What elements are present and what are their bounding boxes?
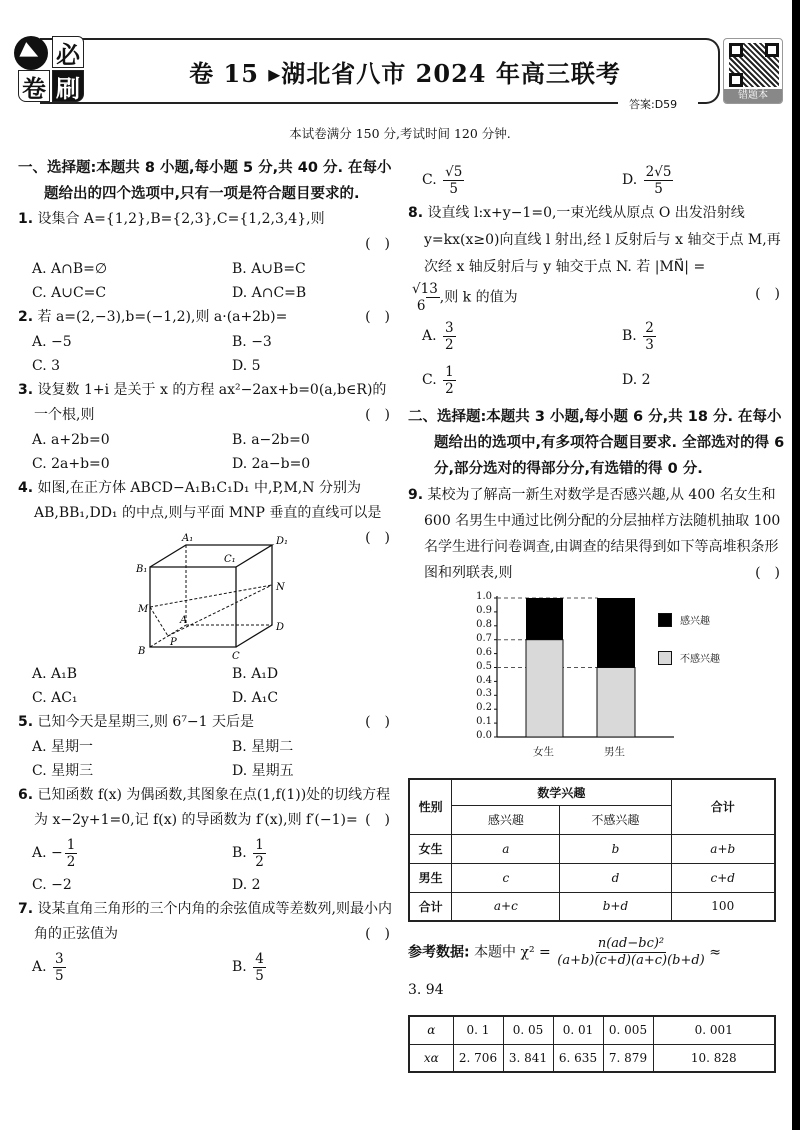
cell: 6. 635: [553, 1044, 603, 1072]
question-6: [18, 783, 396, 833]
cube-figure: [126, 532, 296, 662]
question-number: 8.: [408, 205, 424, 221]
cell: a: [452, 834, 560, 863]
cell: b: [560, 834, 671, 863]
vertex-label: N: [276, 582, 285, 593]
denominator: 5: [255, 967, 264, 984]
row-label: 男生: [409, 863, 452, 892]
critical-value-table: [408, 1015, 776, 1073]
question-number: 1.: [18, 211, 34, 227]
cell: a+b: [671, 834, 775, 863]
options: [18, 428, 396, 476]
option-d[interactable]: D. A∩C=B: [232, 285, 307, 301]
fraction: [53, 951, 66, 984]
cell: 0. 005: [603, 1016, 653, 1044]
numerator: √13: [412, 281, 438, 297]
option-label: A.: [422, 328, 437, 344]
option-c[interactable]: C. 2a+b=0: [32, 456, 110, 472]
answer-blank[interactable]: ( ): [365, 309, 390, 325]
section-heading: 一、选择题:本题共 8 小题,每小题 5 分,共 40 分. 在每小题给出的四个选项中,只有一项是符合题目要求的.: [18, 160, 392, 202]
question-7: [18, 897, 396, 947]
numerator: √5: [445, 163, 463, 180]
option-label: B.: [232, 845, 247, 861]
reference-label: 参考数据:: [408, 944, 470, 961]
vertex-label: A: [180, 615, 188, 626]
question-stem: 设某直角三角形的三个内角的余弦值成等差数列,则最小内角的正弦值为: [34, 901, 392, 942]
question-stem: 已知函数 f(x) 为偶函数,其图象在点(1,f(1))处的切线方程为 x−2y+1=0,记 f(x) 的导函数为 f′(x),则 f′(−1)=: [34, 787, 391, 828]
question-stem: 某校为了解高一新生对数学是否感兴趣,从 400 名女生和 600 名男生中通过比例分配的分层抽样方法随机抽取 100 名学生进行问卷调查,由调查的结果得到如下等高堆积条形图和列联表,则: [424, 487, 781, 581]
question-stem: 如图,在正方体 ABCD−A₁B₁C₁D₁ 中,P,M,N 分别为 AB,BB₁,DD₁ 的中点,则与平面 MNP 垂直的直线可以是: [34, 480, 382, 521]
vertex-label: D₁: [276, 536, 289, 547]
vertex-label: B: [138, 646, 146, 657]
qr-code-icon: [729, 43, 779, 87]
y-tick: 0.4: [476, 675, 492, 686]
y-tick: 0.3: [476, 688, 492, 699]
fraction: [643, 320, 656, 353]
numerator: 1: [445, 363, 454, 380]
qr-label: 错题本: [724, 89, 782, 103]
cell: 3. 841: [503, 1044, 553, 1072]
options: [18, 947, 396, 987]
answer-blank[interactable]: ( ): [365, 812, 390, 828]
logo-char: 必: [52, 36, 84, 68]
option-a[interactable]: [32, 833, 232, 873]
option-c[interactable]: C. AC₁: [32, 690, 78, 706]
question-number: 7.: [18, 901, 34, 917]
denominator: 5: [449, 180, 459, 197]
numerator: n(ad−bc)²: [597, 936, 665, 951]
question-stem-tail: ,则 k 的值为: [439, 289, 518, 306]
option-a[interactable]: [32, 947, 232, 987]
option-c[interactable]: [422, 160, 622, 200]
answer-blank[interactable]: ( ): [365, 926, 390, 942]
numerator: 1: [255, 836, 264, 853]
options: [408, 160, 786, 200]
denominator: 5: [55, 967, 64, 984]
scan-edge: [792, 0, 800, 1130]
question-stem: 若 a=(2,−3),b=(−1,2),则 a·(a+2b)=: [37, 309, 288, 325]
question-number: 5.: [18, 714, 34, 730]
denominator: (a+b)(c+d)(a+c)(b+d): [557, 953, 705, 968]
option-d[interactable]: D. 星期五: [232, 763, 294, 779]
option-d[interactable]: D. A₁C: [232, 690, 279, 706]
option-c[interactable]: C. −2: [32, 877, 72, 893]
option-label: A.: [32, 959, 47, 975]
option-label: A.: [32, 845, 47, 861]
option-label: D.: [622, 172, 638, 188]
numerator: 3: [445, 319, 454, 336]
cell: 0. 001: [653, 1016, 775, 1044]
row-label: 女生: [409, 834, 452, 863]
option-a[interactable]: A. A₁B: [32, 666, 78, 682]
option-label: B.: [622, 328, 637, 344]
stacked-bar-chart: [408, 590, 788, 768]
denominator: 2: [66, 853, 76, 870]
fraction: [443, 164, 464, 197]
cell: b+d: [560, 892, 671, 921]
option-a[interactable]: [422, 314, 622, 358]
options: [18, 330, 396, 378]
option-c[interactable]: C. A∪C=C: [32, 285, 107, 301]
answer-reference: 答案:D59: [626, 96, 680, 112]
option-label: B.: [232, 959, 247, 975]
chi-square-fraction: [557, 936, 705, 969]
answer-blank[interactable]: ( ): [365, 714, 390, 730]
option-label: C.: [422, 372, 437, 388]
vertex-label: C: [232, 651, 240, 662]
option-a[interactable]: A. a+2b=0: [32, 432, 110, 448]
y-tick: 0.7: [476, 633, 492, 644]
y-tick: 0.8: [476, 619, 492, 630]
question-number: 2.: [18, 309, 34, 325]
numerator: 4: [255, 950, 264, 967]
section-heading: 二、选择题:本题共 3 小题,每小题 6 分,共 18 分. 在每小题给出的选项中,有多项符合题目要求. 全部选对的得 6 分,部分选对的得部分分,有选错的得 0 分.: [408, 409, 785, 477]
vertex-label: A₁: [182, 533, 194, 544]
denominator: 2: [445, 380, 454, 397]
option-b[interactable]: [232, 833, 402, 873]
chart-plot: [408, 590, 788, 768]
fraction: [65, 837, 78, 870]
chi-square-value: 3. 94: [408, 982, 444, 998]
fraction: [253, 837, 266, 870]
vertex-label: M: [138, 604, 149, 615]
options: [18, 735, 396, 783]
right-column: [408, 160, 786, 1073]
x-label-male: 男生: [604, 746, 625, 758]
question-1: [18, 207, 396, 257]
approx-sign: ≈: [709, 944, 721, 961]
option-b[interactable]: B. −3: [232, 334, 272, 350]
options: [408, 314, 786, 402]
fraction: $\frac{√13}{6}$: [412, 281, 438, 314]
table-row: [409, 1016, 775, 1044]
option-b[interactable]: B. a−2b=0: [232, 432, 310, 448]
option-c[interactable]: C. 星期三: [32, 763, 94, 779]
cell: 0. 1: [453, 1016, 503, 1044]
options: [18, 833, 396, 873]
y-tick: 0.9: [476, 605, 492, 616]
cell: c: [452, 863, 560, 892]
legend-label: 不感兴趣: [680, 654, 720, 665]
reference-text: 本题中 χ² =: [474, 944, 551, 961]
denominator: 5: [654, 180, 663, 197]
header-gender: 性别: [409, 779, 452, 834]
option-d[interactable]: D. 5: [232, 358, 261, 374]
option-label: C.: [422, 172, 437, 188]
y-tick: 0.0: [476, 730, 492, 741]
y-tick: 0.5: [476, 661, 492, 672]
table-row: [409, 834, 775, 863]
cell: c+d: [671, 863, 775, 892]
fraction: [644, 164, 674, 197]
denominator: 2: [445, 336, 454, 353]
fraction: [443, 320, 456, 353]
logo-char: 刷: [52, 70, 84, 102]
legend-interested: [658, 612, 710, 627]
option-c[interactable]: C. 3: [32, 358, 61, 374]
vertex-label: B₁: [136, 564, 148, 575]
legend-swatch: [658, 613, 672, 627]
header-not-interested: 不感兴趣: [560, 805, 671, 834]
options: [18, 873, 396, 897]
vertex-label: C₁: [224, 554, 236, 565]
answer-blank[interactable]: ( ): [755, 286, 780, 302]
legend-label: 感兴趣: [680, 616, 710, 627]
option-b[interactable]: [232, 947, 402, 987]
question-number: 6.: [18, 787, 34, 803]
numerator: 3: [55, 950, 64, 967]
question-8: [408, 200, 786, 314]
table-row: [409, 1044, 775, 1072]
header-math-interest: 数学兴趣: [452, 779, 671, 805]
options: [18, 257, 396, 305]
y-tick: 1.0: [476, 591, 492, 602]
table-row: [409, 892, 775, 921]
fraction: [443, 364, 456, 397]
cell: 7. 879: [603, 1044, 653, 1072]
numerator: 1: [66, 836, 76, 853]
question-5: [18, 710, 396, 735]
contingency-table: [408, 778, 776, 922]
question-stem: 设复数 1+i 是关于 x 的方程 ax²−2ax+b=0(a,b∈R)的一个根,则: [34, 382, 387, 423]
header-interested: 感兴趣: [452, 805, 560, 834]
fraction: [253, 951, 266, 984]
question-4: [18, 476, 396, 546]
option-d[interactable]: [622, 160, 792, 200]
question-number: 4.: [18, 480, 34, 496]
question-3: [18, 378, 396, 428]
reference-data: [408, 936, 786, 1001]
page-title: 卷 15 ▸湖北省八市 2024 年高三联考: [189, 59, 621, 88]
numerator: 2: [645, 319, 654, 336]
question-stem: 设集合 A={1,2},B={2,3},C={1,2,3,4},则: [37, 211, 325, 227]
y-tick: 0.1: [476, 716, 492, 727]
question-number: 9.: [408, 487, 424, 503]
left-column: [18, 155, 396, 987]
option-d[interactable]: D. 2: [622, 372, 651, 388]
answer-blank[interactable]: ( ): [755, 565, 780, 581]
question-number: 3.: [18, 382, 34, 398]
legend-swatch: [658, 651, 672, 665]
question-stem: 设直线 l:x+y−1=0,一束光线从原点 O 出发沿射线 y=kx(x≥0)向直线 l 射出,经 l 反射后与 x 轴交于点 M,再次经 x 轴反射后与 y 轴交于点 N. 若 |MN⃗| =: [424, 205, 781, 275]
answer-blank[interactable]: ( ): [365, 407, 390, 423]
qr-code-card[interactable]: [723, 38, 783, 104]
exam-info: 本试卷满分 150 分,考试时间 120 分钟.: [289, 126, 511, 141]
y-tick: 0.6: [476, 647, 492, 658]
option-a[interactable]: A. −5: [32, 334, 72, 350]
cell: a+c: [452, 892, 560, 921]
table-row: [409, 863, 775, 892]
option-b[interactable]: B. 星期二: [232, 739, 294, 755]
legend-not-interested: [658, 650, 720, 665]
option-a[interactable]: A. 星期一: [32, 739, 94, 755]
cell: 2. 706: [453, 1044, 503, 1072]
logo-char: 卷: [18, 70, 50, 102]
option-b[interactable]: [622, 314, 792, 358]
cell: 100: [671, 892, 775, 921]
row-label: 合计: [409, 892, 452, 921]
option-sign: −: [51, 845, 63, 861]
cell: 10. 828: [653, 1044, 775, 1072]
denominator: 3: [645, 336, 654, 353]
denominator: 2: [255, 853, 264, 870]
option-c[interactable]: [422, 358, 622, 402]
option-d[interactable]: D. 2: [232, 877, 261, 893]
cell: 0. 05: [503, 1016, 553, 1044]
y-tick: 0.2: [476, 702, 492, 713]
header-total: 合计: [671, 779, 775, 834]
question-2: [18, 305, 396, 330]
cell: d: [560, 863, 671, 892]
option-b[interactable]: B. A∪B=C: [232, 261, 306, 277]
question-9: [408, 482, 786, 586]
row-label: α: [409, 1016, 453, 1044]
x-label-female: 女生: [533, 746, 554, 758]
option-b[interactable]: B. A₁D: [232, 666, 279, 682]
answer-blank[interactable]: ( ): [365, 236, 390, 252]
vertex-label: P: [170, 637, 177, 648]
option-d[interactable]: D. 2a−b=0: [232, 456, 311, 472]
question-stem: 已知今天是星期三,则 6⁷−1 天后是: [37, 714, 255, 730]
row-label: xα: [409, 1044, 453, 1072]
answer-blank[interactable]: ( ): [365, 530, 390, 546]
cell: 0. 01: [553, 1016, 603, 1044]
numerator: 2√5: [645, 163, 672, 180]
option-a[interactable]: A. A∩B=∅: [32, 261, 108, 277]
vertex-label: D: [276, 622, 285, 633]
options: [18, 662, 396, 710]
